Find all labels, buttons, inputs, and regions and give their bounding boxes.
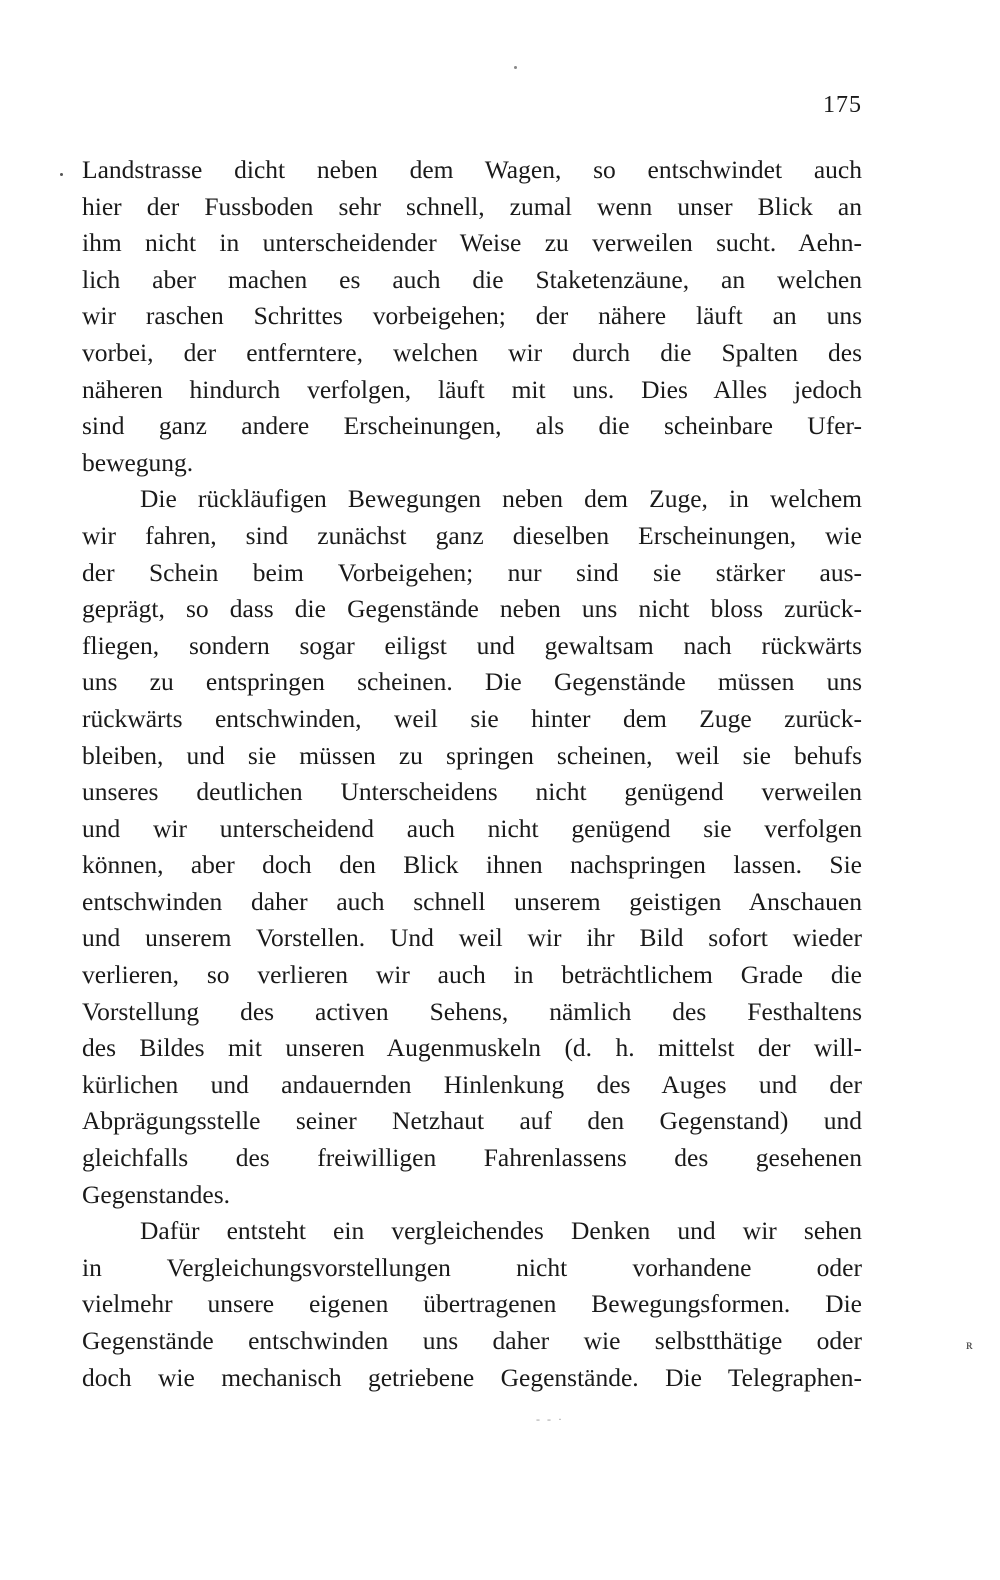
- print-speck: [514, 66, 517, 69]
- text-line: wir raschen Schrittes vorbeigehen; der nähere läuft an uns: [82, 301, 862, 331]
- text-line: der Schein beim Vorbeigehen; nur sind sie stärker aus-: [82, 557, 862, 587]
- text-line: fliegen, sondern sogar eiligst und gewaltsam nach rückwärts: [82, 630, 862, 660]
- text-line: kürlichen und andauernden Hinlenkung des Auges und der: [82, 1069, 862, 1099]
- print-speck: [60, 173, 63, 176]
- text-line: uns zu entspringen scheinen. Die Gegenstände müssen uns: [82, 667, 862, 697]
- paragraph-first-line: Dafür entsteht ein vergleichendes Denken und wir sehen: [140, 1216, 862, 1246]
- text-line: hier der Fussboden sehr schnell, zumal wenn unser Blick an: [82, 191, 862, 221]
- print-speck: - - ·: [536, 1412, 564, 1426]
- text-line: ihm nicht in unterscheidender Weise zu verweilen sucht. Aehn-: [82, 228, 862, 258]
- text-line: Gegenstandes.: [82, 1179, 230, 1209]
- text-line: doch wie mechanisch getriebene Gegenstände. Die Telegraphen-: [82, 1362, 862, 1392]
- text-line: sind ganz andere Erscheinungen, als die scheinbare Ufer-: [82, 411, 862, 441]
- text-line: vorbei, der entferntere, welchen wir durch die Spalten des: [82, 337, 862, 367]
- text-line: des Bildes mit unseren Augenmuskeln (d. h. mittelst der will-: [82, 1033, 862, 1063]
- text-line: und unserem Vorstellen. Und weil wir ihr Bild sofort wieder: [82, 923, 862, 953]
- text-line: gleichfalls des freiwilligen Fahrenlassens des gesehenen: [82, 1143, 862, 1173]
- text-line: entschwinden daher auch schnell unserem geistigen Anschauen: [82, 886, 862, 916]
- text-line: in Vergleichungsvorstellungen nicht vorhandene oder: [82, 1252, 862, 1282]
- text-line: Gegenstände entschwinden uns daher wie selbstthätige oder: [82, 1326, 862, 1355]
- print-speck: ʀ: [966, 1338, 973, 1353]
- text-line: Abprägungsstelle seiner Netzhaut auf den Gegenstand) und: [82, 1106, 862, 1136]
- text-line: vielmehr unsere eigenen übertragenen Bewegungsformen. Die: [82, 1289, 862, 1319]
- text-line: bewegung.: [82, 447, 194, 477]
- paragraph-first-line: Die rückläufigen Bewegungen neben dem Zuge, in welchem: [140, 484, 862, 514]
- page-number: 175: [823, 92, 862, 118]
- text-line: und wir unterscheidend auch nicht genügend sie verfolgen: [82, 813, 862, 843]
- text-line: näheren hindurch verfolgen, läuft mit uns. Dies Alles jedoch: [82, 374, 862, 404]
- text-line: bleiben, und sie müssen zu springen scheinen, weil sie behufs: [82, 740, 862, 770]
- text-line: geprägt, so dass die Gegenstände neben uns nicht bloss zurück-: [82, 594, 862, 624]
- text-line: rückwärts entschwinden, weil sie hinter dem Zuge zurück-: [82, 703, 862, 733]
- text-line: Vorstellung des activen Sehens, nämlich des Festhaltens: [82, 996, 862, 1026]
- text-line: Landstrasse dicht neben dem Wagen, so entschwindet auch: [82, 155, 862, 184]
- text-line: verlieren, so verlieren wir auch in beträchtlichem Grade die: [82, 960, 862, 990]
- text-line: wir fahren, sind zunächst ganz dieselben Erscheinungen, wie: [82, 520, 862, 550]
- text-line: unseres deutlichen Unterscheidens nicht genügend verweilen: [82, 777, 862, 807]
- text-line: lich aber machen es auch die Staketenzäune, an welchen: [82, 264, 862, 294]
- body-text: [82, 152, 862, 1396]
- text-line: können, aber doch den Blick ihnen nachspringen lassen. Sie: [82, 850, 862, 880]
